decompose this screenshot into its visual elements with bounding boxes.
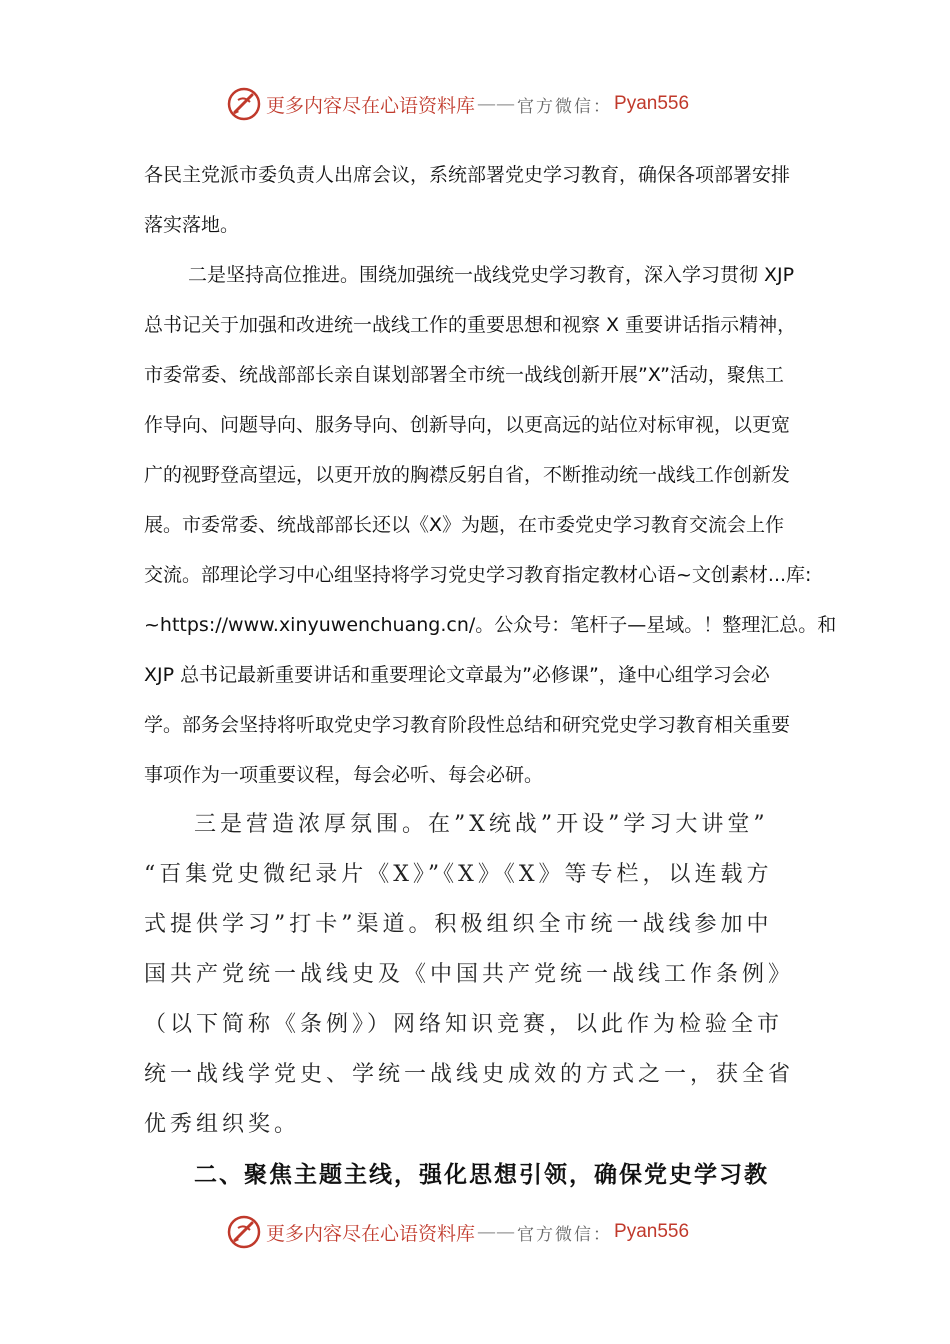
- banner-brand: 更多内容尽在心语资料库: [266, 94, 476, 117]
- text-line: 总书记关于加强和改进统一战线工作的重要思想和视察 X 重要讲话指示精神，: [144, 314, 797, 336]
- paragraph-high-level-promotion: [144, 250, 837, 800]
- text-line: （以下简称《条例》）网络知识竞赛，以此作为检验全市: [144, 1012, 784, 1037]
- text-line: “百集党史微纪录片《X》”《X》《X》等专栏，以连载方: [144, 862, 773, 887]
- paragraph-continuation: [144, 150, 808, 250]
- banner-wechat-id: Pyan556: [614, 93, 690, 114]
- text-line: 二是坚持高位推进。围绕加强统一战线党史学习教育，深入学习贯彻 XJP: [188, 264, 795, 286]
- text-line: 国共产党统一战线史及《中国共产党统一战线工作条例》: [144, 962, 795, 987]
- text-line: XJP 总书记最新重要讲话和重要理论文章最为”必修课”，逢中心组学习会必: [144, 664, 770, 686]
- text-line: 优秀组织奖。: [144, 1112, 301, 1137]
- pen-seal-logo-icon: [226, 1214, 262, 1250]
- text-line: 落实落地。: [144, 214, 240, 236]
- banner-wechat-label: 官方微信：: [517, 1224, 613, 1245]
- footer-watermark: [226, 1212, 726, 1252]
- text-line: 事项作为一项重要议程，每会必听、每会必研。: [144, 764, 544, 786]
- paragraph-atmosphere: [144, 800, 808, 1150]
- text-line: 各民主党派市委负责人出席会议，系统部署党史学习教育，确保各项部署安排: [144, 164, 791, 186]
- text-line: 统一战线学党史、学统一战线史成效的方式之一，获全省: [144, 1062, 795, 1087]
- banner-brand: 更多内容尽在心语资料库: [266, 1222, 476, 1245]
- banner-separator: ——: [477, 93, 516, 115]
- pen-seal-logo-icon: [226, 86, 262, 122]
- header-watermark: [226, 84, 726, 124]
- banner-wechat-label: 官方微信：: [517, 96, 613, 117]
- text-line: ~https://www.xinyuwenchuang.cn/。公众号：笔杆子—星域。！整理汇总。和: [144, 614, 837, 636]
- section-heading: 二、聚焦主题主线，强化思想引领，确保党史学习教: [194, 1162, 769, 1188]
- banner-separator: ——: [477, 1221, 516, 1243]
- banner-wechat-id: Pyan556: [614, 1221, 690, 1242]
- text-line: 交流。部理论学习中心组坚持将学习党史学习教育指定教材心语~文创素材...库:: [144, 564, 812, 586]
- text-line: 三是营造浓厚氛围。在”X统战”开设”学习大讲堂”: [194, 812, 769, 837]
- text-line: 作导向、问题导向、服务导向、创新导向，以更高远的站位对标审视，以更宽: [144, 414, 791, 436]
- text-line: 学。部务会坚持将听取党史学习教育阶段性总结和研究党史学习教育相关重要: [144, 714, 791, 736]
- text-line: 广的视野登高望远，以更开放的胸襟反躬自省，不断推动统一战线工作创新发: [144, 464, 791, 486]
- text-line: 市委常委、统战部部长亲自谋划部署全市统一战线创新开展”X”活动，聚焦工: [144, 364, 784, 386]
- text-line: 式提供学习”打卡”渠道。积极组织全市统一战线参加中: [144, 912, 773, 937]
- text-line: 展。市委常委、统战部部长还以《X》为题，在市委党史学习教育交流会上作: [144, 514, 785, 536]
- document-body: [144, 150, 837, 1200]
